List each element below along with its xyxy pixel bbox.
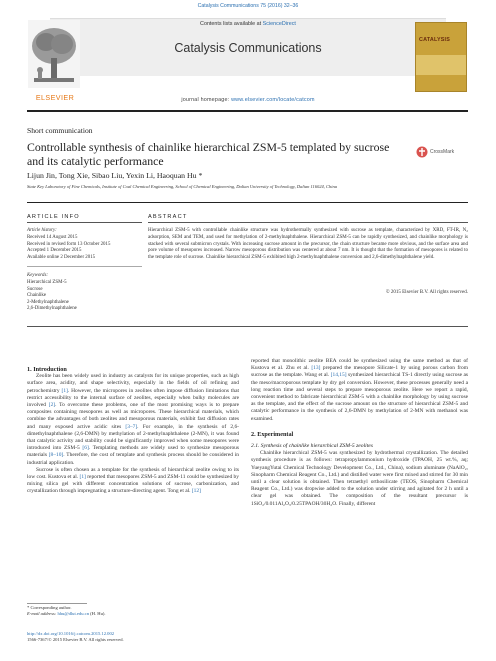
citation-link[interactable]: [2] — [48, 402, 56, 409]
cover-title: CATALYSIS — [419, 37, 451, 43]
citation-link[interactable]: [12] — [191, 488, 201, 495]
doi-link[interactable]: http://dx.doi.org/10.1016/j.catcom.2015.12.002 — [27, 631, 115, 636]
elsevier-tree-logo — [28, 20, 80, 88]
email-suffix: (H. Hu). — [89, 611, 106, 617]
citation-link[interactable]: [13] — [311, 365, 321, 372]
author-list[interactable]: Lijun Jin, Tong Xie, Sibao Liu, Yexin Li, Haoquan Hu * — [27, 171, 203, 180]
text-run: Zeolite has been widely used in industry as catalysts for its unique properties, such as high surface area, acidity, and shape selectivity, especially in the fields of oil refining and petrochemistry — [27, 373, 239, 394]
text-run: reported that monolithic zeolite BEA could be synthesized using the same method as that of Kustova et al. Zhu et al. — [251, 358, 468, 372]
abstract-bottom-rule — [27, 326, 468, 327]
doi-block — [27, 631, 239, 643]
journal-cover-thumbnail[interactable] — [415, 22, 467, 92]
email-label: E-mail address: — [27, 611, 58, 617]
journal-reference[interactable]: Catalysis Communications 75 (2016) 32–36 — [197, 3, 299, 9]
keyword: Sucrose — [27, 286, 43, 292]
text-run: . For example, in the synthesis of 2,6-dimethylnaphthalene (2,6-DMN) by methylation of 2-methylnaphthalene (2-MN), it was found that catalytic activity and stability could be significantly improved when some mesopores were introduced into ZSM-5 — [27, 423, 239, 452]
corresponding-author-text: Corresponding author. — [30, 605, 72, 610]
text-run: synthesized hierarchical TS-1 directly using sucrose as the meso/macroporous template by dry gel conversion. However, these processes generally need a long reaction time and several steps to prepare mesoporous zeolite. Here we report a rapid, convenient method to fabricate hierarchical ZSM-5 with a chainlike morphology by using sucrose as the template, and the effect of the sucrose amount on the structure of hierarchical ZSM-5 and catalytic performance in the synthesis of 2,6-DMN by methylation of 2-MN with methanol was examined. — [251, 372, 469, 422]
keywords-list — [27, 280, 142, 313]
abstract-copyright: © 2015 Elsevier B.V. All rights reserved. — [385, 290, 468, 295]
experimental-heading: 2. Experimental — [251, 430, 294, 438]
contents-line — [50, 21, 446, 27]
experimental-paragraph-1: Chainlike hierarchical ZSM-5 was synthesized by hydrothermal crystallization. The detailed synthesis procedure is as follows: tetrapropylammonium hydroxide (TPAOH, 25 wt.%, aq; YueyangYutai Chemical Technology Development Co., Ltd., China), sodium aluminate (NaAlO₂, Sinopharm Chemical Reagent Co., Ltd.) and distilled water were first mixed and stirred for 30 min until a clear solution is obtained. Then tetraethyl orthosilicate (TEOS, Sinopharm Chemical Reagent Co., Ltd.) was dropwise added to the solution under stirring and agitated for 2 h until a clear gel was obtained. The composition of the resultant precursor is 1SiO₂/0.011Al₂O₃/0.25TPAOH/30H₂O. Finally, different — [251, 450, 468, 507]
citation-link[interactable]: [3–7] — [125, 423, 138, 430]
citation-link[interactable]: [1] — [79, 474, 86, 481]
homepage-url[interactable]: www.elsevier.com/locate/catcom — [231, 97, 315, 103]
article-history-list — [27, 235, 142, 261]
abstract-heading: ABSTRACT — [148, 214, 188, 220]
article-history-label: Article history: — [27, 228, 57, 233]
sciencedirect-link[interactable]: ScienceDirect — [262, 21, 296, 27]
citation-link[interactable]: [1] — [61, 387, 68, 394]
crossmark-badge[interactable] — [416, 145, 456, 159]
article-section-type: Short communication — [27, 126, 93, 135]
article-info-rule — [27, 222, 142, 223]
text-run: . To overcome these problems, one of the most promising ways is to prepare composites containing mesopores as well as micropores. These hierarchical materials, which combine the advantages of both zeolites and mesoporous materials, exhibit fast diffusion rates and many exposed active acidic sites — [27, 402, 239, 430]
title-rule — [27, 202, 468, 203]
affiliation: State Key Laboratory of Fine Chemicals, Institute of Coal Chemical Engineering, School of Chemical Engineering, Dalian University of Technology, Dalian 116024, China — [27, 184, 337, 189]
text-run: prepared the mesopore Silicate-1 by using porous carbon from sucrose as the template. Wang et al. — [251, 365, 468, 379]
abstract-text: Hierarchical ZSM-5 with controllable chainlike structure was hydrothermally synthesized with sucrose as template, characterized by XRD, FT-IR, N₂ adsorption, SEM and TEM, and used for methylation of 2-methylnaphthalene. Hierarchical ZSM-5 can be rapidly synthesized, and chainlike morphology is stacked with several submicron crystals. With increasing sucrose amount in the precursor, the chain structure became more obvious, and the surface area and pore volume of mesopores increased. Narrow mesoporous distribution was centered at about 7 nm. It is thought that the formation of mesopores is related to the template role of sucrose. Chainlike hierarchical ZSM-5 exhibited high 2-methylnaphthalene conversion and 2,6-dimethylnaphthalene yield. — [148, 228, 468, 261]
footnote-marker: * — [27, 605, 30, 610]
keyword: 2-Methylnaphthalene — [27, 299, 69, 305]
keywords-rule — [27, 266, 142, 267]
cover-band — [416, 55, 466, 75]
keyword: Chainlike — [27, 293, 47, 299]
citation-link[interactable]: [14,15] — [330, 372, 347, 379]
history-online: Available online 2 December 2015 — [27, 254, 96, 260]
text-run: Sucrose is often chosen as a template for the synthesis of hierarchical zeolite owing to its low cost. Kustova et al. — [27, 466, 239, 481]
citation-link[interactable]: [8–10] — [48, 452, 64, 459]
article-title: Controllable synthesis of chainlike hierarchical ZSM-5 templated by sucrose and its catalytic performance — [27, 140, 390, 168]
history-revised: Received in revised form 13 October 2015 — [27, 241, 111, 247]
body-left-column — [27, 366, 239, 496]
intro-paragraph-1 — [27, 373, 239, 467]
keywords-label: Keywords: — [27, 273, 49, 278]
email-link[interactable]: hhu@dlut.edu.cn — [57, 611, 89, 617]
email-line — [27, 611, 239, 617]
keyword: Hierarchical ZSM-5 — [27, 280, 67, 285]
keyword: 2,6-Dimethylnaphthalene — [27, 306, 77, 312]
citation-link[interactable]: [6] — [82, 445, 89, 452]
intro-paragraph-2-continued — [251, 358, 468, 423]
crossmark-label: CrossMark — [430, 149, 455, 155]
issn-copyright: 1566-7367/© 2015 Elsevier B.V. All rights reserved. — [27, 637, 124, 643]
contents-prefix: Contents lists available at — [200, 21, 263, 27]
crossmark-icon — [416, 146, 428, 158]
journal-homepage — [50, 97, 446, 103]
header-rule — [27, 110, 468, 112]
text-run: . Templating methods are widely used to synthesize mesoporous materials — [27, 445, 240, 459]
history-accepted: Accepted 1 December 2015 — [27, 248, 82, 254]
footnote — [27, 605, 239, 617]
footnote-rule — [27, 603, 87, 604]
intro-paragraph-2 — [27, 467, 239, 496]
history-received: Received 14 August 2015 — [27, 235, 78, 240]
homepage-prefix: journal homepage: — [181, 97, 232, 103]
body-right-column — [251, 358, 468, 508]
journal-name: Catalysis Communications — [174, 41, 322, 55]
text-run: . However, the micropores in zeolites often impose diffusion limitations that restrict accessibility to the internal surface of zeolites, especially when bulky molecules are involved — [27, 387, 239, 409]
abstract-rule — [148, 222, 468, 223]
elsevier-wordmark: ELSEVIER — [35, 93, 75, 102]
introduction-heading: 1. Introduction — [27, 366, 67, 373]
synthesis-subheading: 2.1. Synthesis of chainlike hierarchical ZSM-5 zeolites — [251, 443, 373, 450]
text-run: . Therefore, the cost of template and synthesis process should be considered in industrial application. — [27, 452, 239, 466]
text-run: reported that mesopores ZSM-5 and ZSM-11 could be synthesized by mixing silica gel with different concentration solutions of sucrose, carbonization, and crystallization through impregnating a structure-directing agent. Tong et al. — [27, 474, 239, 495]
article-info-heading: ARTICLE INFO — [27, 214, 80, 220]
